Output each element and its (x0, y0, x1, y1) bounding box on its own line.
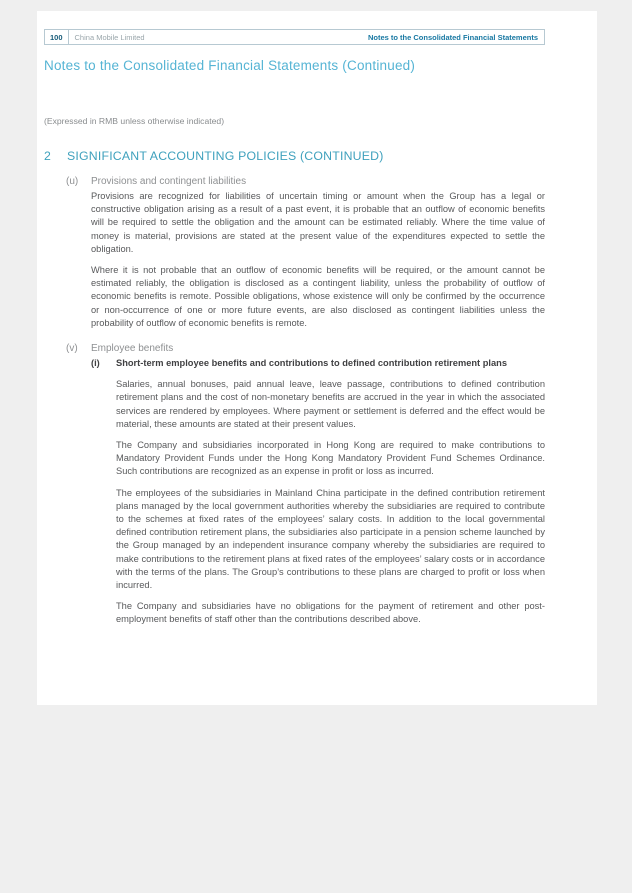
subsection-v-label: (v) (66, 343, 78, 355)
subsection-u-title: Provisions and contingent liabilities (91, 176, 247, 187)
section-heading (44, 149, 545, 163)
paragraph: Where it is not probable that an outflow of economic benefits will be required, or the amount cannot be estimated reliably, the obligation is disclosed as a contingent liability, unless the probability of outflow of economic benefits is remote. Possible obligations, whose existence will only be confirmed by the occurrence or non-occurrence of one or more future events, are also disclosed as contingent liabilities unless the probability of outflow of economic benefits is remote. (91, 265, 545, 328)
currency-note: (Expressed in RMB unless otherwise indicated) (44, 116, 225, 126)
paragraph: Provisions are recognized for liabilities of uncertain timing or amount when the Group has a legal or constructive obligation arising as a result of a past event, it is probable that an outflow of economic benefits will be required to settle the obligation and the amount can be estimated reliably. Where the time value of money is material, provisions are stated at the present value of the expenditures expected to settle the obligation. (91, 191, 545, 254)
page-title: Notes to the Consolidated Financial Statements (Continued) (44, 58, 416, 73)
item-i (91, 357, 545, 627)
paragraph: Salaries, annual bonuses, paid annual leave, leave passage, contributions to defined contribution retirement plans and the cost of non-monetary benefits are accrued in the year in which the associated services are rendered by employees. Where payment or settlement is deferred and the effect would be material, these amounts are stated at their present values. (116, 379, 545, 429)
paragraph: The Company and subsidiaries incorporated in Hong Kong are required to make contributions to Mandatory Provident Funds under the Hong Kong Mandatory Provident Fund Schemes Ordinance. Such contributions are recognized as an expense in profit or loss as incurred. (116, 440, 545, 477)
subsection-u-content (91, 176, 545, 330)
page-number: 100 (45, 30, 69, 44)
subsection-v (66, 343, 545, 627)
paragraph: The employees of the subsidiaries in Mainland China participate in the defined contribution retirement plans managed by the local government authorities whereby the subsidiaries are required to contribute to the schemes at fixed rates of the employees’ salary costs. In addition to the local governmental defined contribution retirement plans, the subsidiaries also participate in a pension scheme launched by the Group managed by an independent insurance company whereby the subsidiaries are required to make contributions to the retirement plans at fixed rates of the employees’ salary costs or in accordance with the terms of the plans. The Group’s contributions to these plans are charged to profit or loss when incurred. (116, 487, 545, 591)
subsection-u (66, 176, 545, 330)
item-i-content (116, 357, 545, 627)
subsection-v-title: Employee benefits (91, 343, 174, 355)
document-page (37, 11, 597, 705)
subsection-u-label: (u) (66, 176, 79, 187)
item-i-label: (i) (91, 358, 100, 369)
running-header-title: Notes to the Consolidated Financial Statements (367, 32, 538, 42)
running-header (44, 29, 545, 45)
subsection-v-content (91, 343, 545, 627)
paragraph: The Company and subsidiaries have no obligations for the payment of retirement and other post-employment benefits of staff other than the contributions described above. (116, 601, 545, 625)
section-title: SIGNIFICANT ACCOUNTING POLICIES (CONTINUED) (67, 149, 384, 163)
section-number: 2 (44, 149, 52, 163)
company-name: China Mobile Limited (74, 32, 145, 42)
item-i-title: Short-term employee benefits and contributions to defined contribution retirement plans (116, 358, 508, 369)
